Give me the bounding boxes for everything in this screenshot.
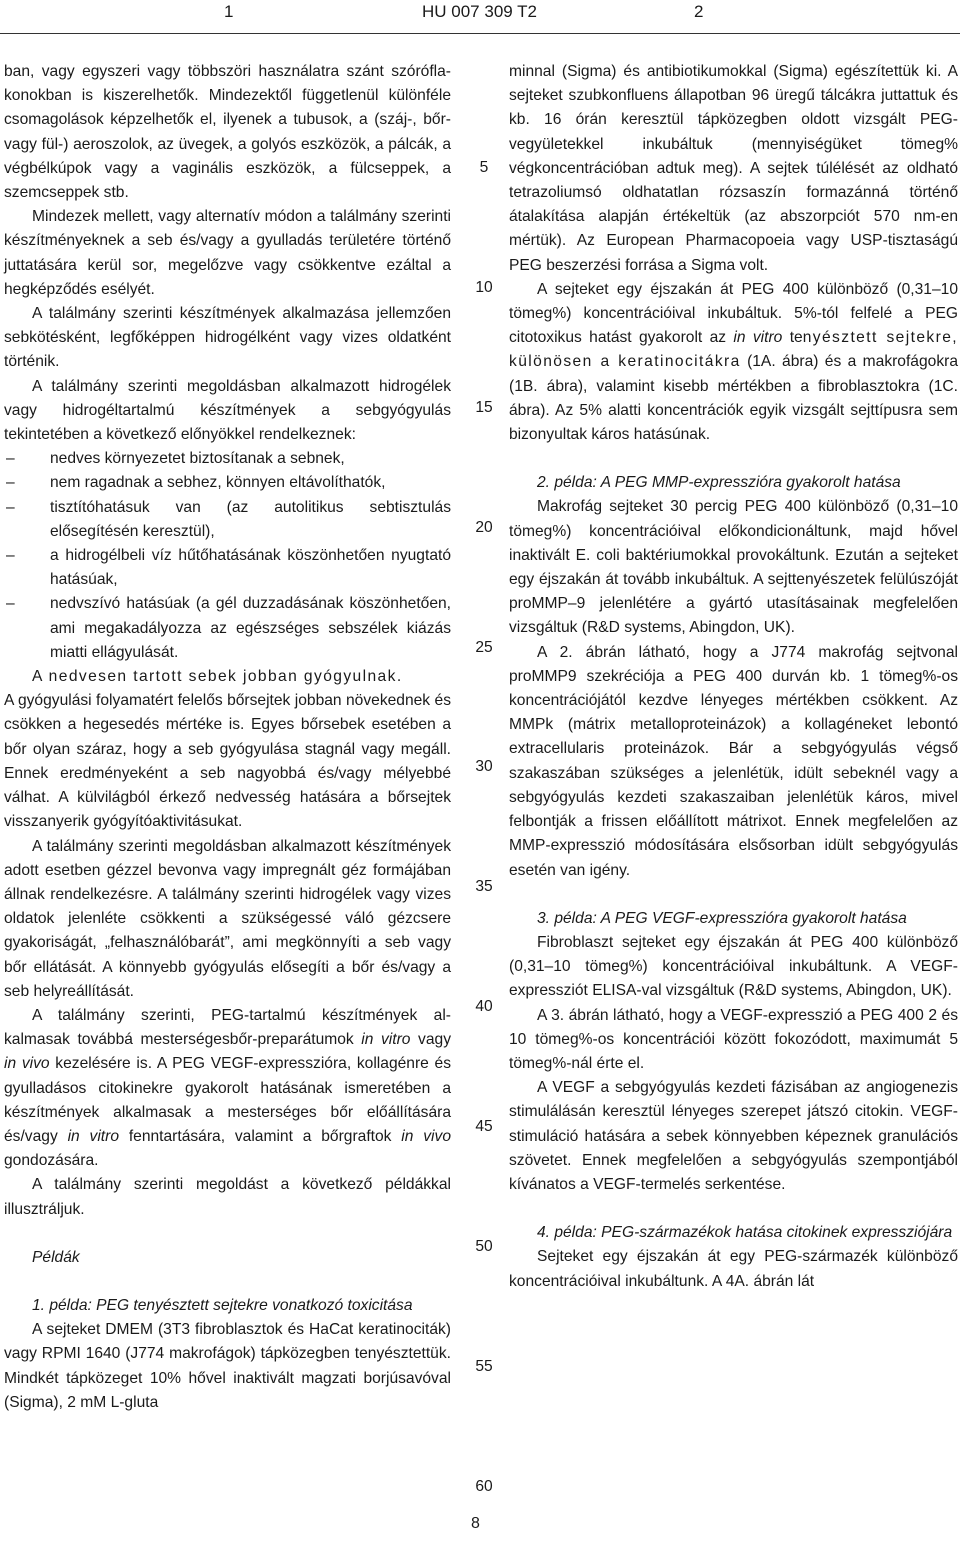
- paragraph: Makrofág sejteket 30 percig PEG 400 különböző (0,31–10 tömeg%) koncentrációival előkondicionáltunk, majd hővel inaktivált E. coli baktériumokkal provokáltunk. Ezután a sejteket egy éjszakán át tovább inkubáltuk. A sejttenyészetek felülúszóját proMMP–9 jelenlétére a gyártó utasításainak megfelelően vizsgáltuk (R&D systems, Abingdon, UK).: [509, 498, 958, 637]
- paragraph: A sejteket DMEM (3T3 fibroblasztok és HaCat keratinociták) vagy RPMI 1640 (J774 makrofágok) tápközegben tenyésztettük. Mindkét tápközeget 10% hővel inaktivált magzati borjúsavóval (Sigma), 2 mM L-gluta: [4, 1321, 451, 1411]
- paragraph: Mindezek mellett, vagy alternatív módon a találmány szerinti készítményeknek a seb és/vagy a gyulladás területére történő juttatására kerül sor, megelőzve vagy csökkentve ezáltal a hegképződés esélyét.: [4, 208, 451, 298]
- dash-list-item: – tisztítóhatásuk van (az autolitikus sebtisztulás elősegítésén keresztül),: [4, 496, 451, 544]
- dash-item-text: nem ragadnak a sebhez, könnyen eltávolíthatók,: [50, 474, 386, 492]
- example-2-heading: 2. példa: A PEG MMP-expresszióra gyakorolt hatása: [537, 474, 901, 492]
- paragraph: A találmány szerinti megoldásban alkalmazott hidrogélek vagy hidrogéltartalmú készítmények a sebgyógyulás tekintetében a következő előnyökkel rendelkeznek:: [4, 377, 451, 444]
- right-column: [509, 60, 958, 1294]
- dash-item-text: nedvszívó hatásúak (a gél duzzadásának köszönhetően, ami megakadályozza az egészséges sebszélek kiázás miatti ellágyulását.: [50, 595, 451, 661]
- example-4-heading: 4. példa: PEG-származékok hatása citokinek expressziójára: [537, 1224, 953, 1242]
- paragraph: A találmány szerinti megoldást a következő példákkal illusztráljuk.: [4, 1176, 451, 1218]
- example-1-heading: 1. példa: PEG tenyésztett sejtekre vonatkozó toxicitása: [32, 1296, 413, 1314]
- paragraph: Fibroblaszt sejteket egy éjszakán át PEG 400 különböző (0,31–10 tömeg%) koncentrációival inkubáltunk. A VEGF-expressziót ELISA-val vizsgáltuk (R&D systems, Abingdon, UK).: [509, 933, 958, 1000]
- paragraph: Sejteket egy éjszakán át egy PEG-származék különböző koncentrációival inkubáltunk. A 4A. ábrán lát: [509, 1248, 958, 1290]
- dash-item-text: tisztítóhatásuk van (az autolitikus sebtisztulás elősegítésén keresztül),: [50, 498, 451, 540]
- paragraph: minnal (Sigma) és antibiotikumokkal (Sigma) egészítettük ki. A sejteket szubkonfluens állapotban 96 üregű tálcákra juttattuk és kb. 16 órán keresztül tápközegben oldott vizsgált PEG-vegyületekkel inkubáltuk (mennyiségüket tömeg% végkoncentrációban adtuk meg). A sejtek túlélését az oldható tetrazoliumsó oldhatatlan rózsaszín formazánná történő átalakítása alapján értékeltük (az abszorpciót 570 nm-en mértük). Az European Pharmacopoeia vagy USP-tisztaságú PEG beszerzési forrása a Sigma volt.: [509, 63, 958, 274]
- left-column: [4, 60, 451, 1415]
- paragraph: A sejteket egy éjszakán át PEG 400 különböző (0,31–10 tömeg%) koncentrációival inkubáltuk. 5%-tól felfelé a PEG citotoxikus hatást gyakorolt az in vitro tenyésztett sejtekre, különösen a keratinocitákra (1A. ábra) és a makrofágokra (1B. ábra), valamint kisebb mértékben a fibroblasztokra (1C. ábra). Az 5% alatti koncentrációk egyik vizsgált sejttípusra sem bizonyultak káros hatásúnak.: [509, 280, 959, 444]
- line-number: 45: [475, 1118, 493, 1135]
- paragraph: A gyógyulási folyamatért felelős bőrsejtek jobban növekednek és csökken a hegesedés mértéke is. Egyes bőrsebek esetében a bőr olyan száraz, hogy a seb gyógyulása stagnál vagy megáll. Ennek eredményeként a seb nagyobbá és/vagy mélyebbé válhat. A külvilágból érkező nedvesség hatására a bőrsejtek visszanyerik gyógyítóaktivitásukat.: [4, 692, 451, 831]
- line-number: 30: [475, 758, 493, 775]
- left-page-number: 1: [224, 2, 234, 21]
- paragraph: A VEGF a sebgyógyulás kezdeti fázisában az angiogenezis stimulálásán keresztül lényeges szerepet játszó citokin. VEGF-stimuláció hatására a sebek könnyebben képeznek granulációs szövetet. Ennek megfelelően a sebgyógyulás szempontjából kívánatos a VEGF-termelés serkentése.: [509, 1079, 958, 1193]
- paragraph: A 3. ábrán látható, hogy a VEGF-expresszió a PEG 400 2 és 10 tömeg%-os koncentrációi között fokozódott, maximumát 5 tömeg%-nál érte el.: [509, 1006, 958, 1072]
- line-number: 35: [475, 878, 493, 895]
- page-number: 8: [471, 1515, 480, 1532]
- line-number: 5: [479, 159, 489, 176]
- examples-heading: Példák: [32, 1248, 80, 1266]
- dash-item-text: a hidrogélbeli víz hűtőhatásának köszönhetően nyugtató hatásúak,: [50, 547, 451, 589]
- right-page-number: 2: [694, 2, 704, 21]
- dash-list-item: – nedves környezetet biztosítanak a sebnek,: [4, 447, 451, 471]
- line-number: 15: [475, 399, 493, 416]
- paragraph: A találmány szerinti készítmények alkalmazása jellemzően sebkötésként, legfőképpen hidrogélként vagy vizes oldatként történik.: [4, 305, 451, 371]
- line-number: 40: [475, 998, 493, 1015]
- line-number: 55: [475, 1358, 493, 1375]
- line-number: 50: [475, 1238, 493, 1255]
- dash-list-item: – nedvszívó hatásúak (a gél duzzadásának köszönhetően, ami megakadályozza az egészséges sebszélek kiázás miatti ellágyulását.: [4, 592, 451, 665]
- line-number: 20: [475, 519, 493, 536]
- paragraph: A találmány szerinti megoldásban alkalmazott készítmények adott esetben gézzel bevonva vagy impregnált géz formájában állnak rendelkezésre. A találmány szerinti hidrogélek vagy vizes oldatok jelenléte csökkenti a szükségessé váló gézcsere gyakoriságát, „felhasználóbarát”, ami megkönnyíti a seb vagy bőr ellátását. A könnyebb gyógyulás elősegíti a bőr és/vagy a seb helyreállítását.: [4, 837, 451, 1000]
- dash-list-item: – a hidrogélbeli víz hűtőhatásának köszönhetően nyugtató hatásúak,: [4, 544, 451, 592]
- example-3-heading: 3. példa: A PEG VEGF-expresszióra gyakorolt hatása: [537, 909, 907, 927]
- patent-number: HU 007 309 T2: [422, 2, 537, 21]
- paragraph: ban, vagy egyszeri vagy többszöri használatra szánt szóróflakonokban is kiszerelhetők. Mindezektől függetlenül különféle csomagolások képzelhetők el, ilyenek a tubusok, a (száj-, bőr- vagy fül-) aeroszolok, az üvegek, a golyós eszközök, a pálcák, a végbélkúpok vagy a vaginális eszközök, a fülcseppek, a szemcseppek stb.: [4, 63, 451, 202]
- dash-list-item: – nem ragadnak a sebhez, könnyen eltávolíthatók,: [4, 471, 451, 495]
- header-rule: [0, 33, 960, 34]
- spaced-statement: A nedvesen tartott sebek jobban gyógyulnak.: [32, 668, 403, 686]
- line-number: 10: [475, 279, 493, 296]
- paragraph: A 2. ábrán látható, hogy a J774 makrofág sejtvonal proMMP9 szekréciója a PEG 400 durván kb. 1 tömeg%-os koncentrációjától kezdve lényeges mértékben csökkent. Az MMPk (mátrix metalloproteinázok) a kollagéneket lebontó extracellularis proteinázok. Bár a sebgyógyulás végső szakaszában szükséges a jelenlétük, idült sebeknél vagy a sebgyógyulás kezdeti szakaszaiban jelenlétük káros, mivel felbontják a frissen előállított mátrixot. Ennek megfelelően az MMP-expresszió módosítására elsősorban idült sebgyógyulás esetén van igény.: [509, 643, 958, 879]
- line-number: 60: [475, 1478, 493, 1495]
- line-number: 25: [475, 639, 493, 656]
- paragraph: A találmány szerinti, PEG-tartalmú készítmények alkalmasak továbbá mesterségesbőr-preparátumok in vitro vagy in vivo kezelésére is. A PEG VEGF-expresszióra, kollagénre és gyulladásos citokinekre gyakorolt hatásának ismeretében a készítmények alkalmasak a mesterséges bőr előállítására és/vagy in vitro fenntartására, valamint a bőrgraftok in vivo gondozására.: [4, 1006, 452, 1170]
- dash-item-text: nedves környezetet biztosítanak a sebnek,: [50, 450, 345, 468]
